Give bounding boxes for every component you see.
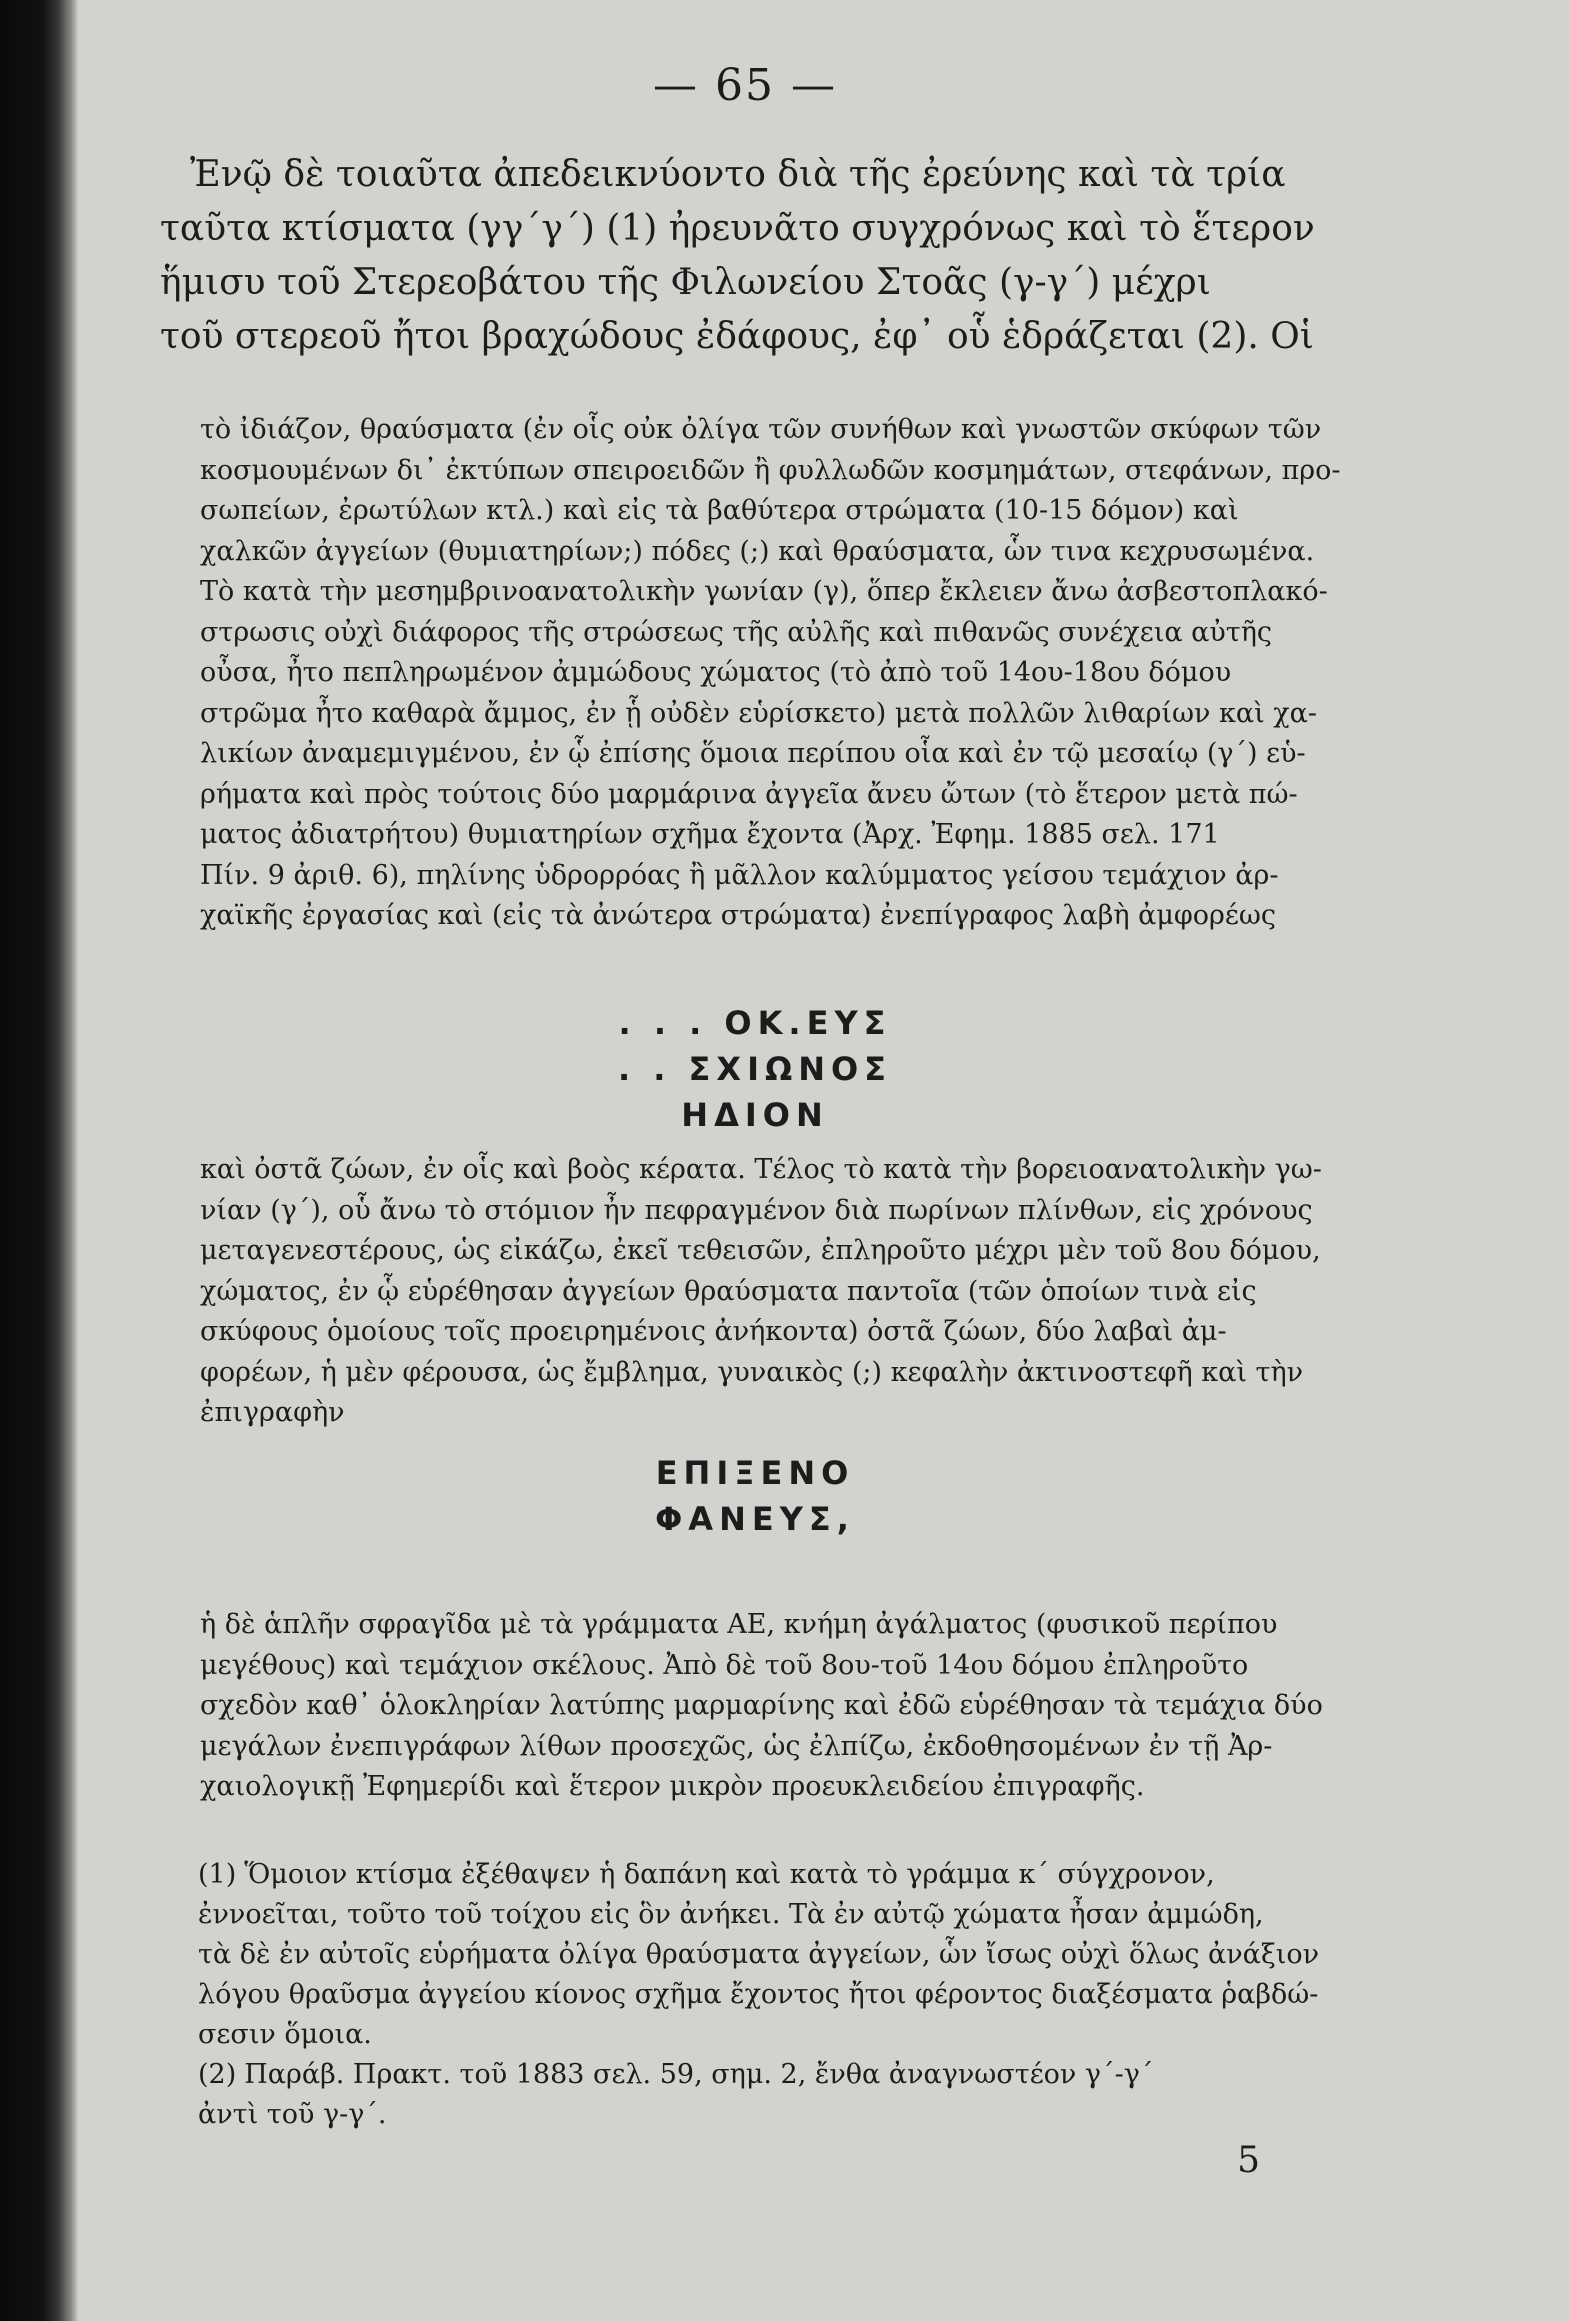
inscription-line: ΕΠΙΞΕΝΟ [655,1454,855,1492]
footnotes [198,1855,1320,2135]
text-line: σκύφους ὁμοίους τοῖς προειρημένοις ἀνήκοντα) ὀστᾶ ζώων, δύο λαβαὶ ἀμ- [200,1316,1227,1347]
text-line: νίαν (γ΄), οὗ ἄνω τὸ στόμιον ἦν πεφραγμένον διὰ πωρίνων πλίνθων, εἰς χρόνους [200,1194,1313,1226]
text-line: φορέων, ἡ μὲν φέρουσα, ὡς ἔμβλημα, γυναικὸς (;) κεφαλὴν ἀκτινοστεφῆ καὶ τὴν [200,1356,1304,1388]
text-line: μεγάλων ἐνεπιγράφων λίθων προσεχῶς, ὡς ἐλπίζω, ἐκδοθησομένων ἐν τῇ Ἀρ- [200,1730,1273,1762]
paragraph-1 [160,148,1315,364]
text-line: σχεδὸν καθ᾽ ὁλοκληρίαν λατύπης μαρμαρίνης καὶ ἐδῶ εὑρέθησαν τὰ τεμάχια δύο [200,1690,1323,1721]
inscription-block-1 [190,1000,1320,1138]
footnote-text: Ὅμοιον κτίσμα ἐξέθαψεν ἡ δαπάνη καὶ κατὰ τὸ γράμμα κ΄ σύγχρονον, [244,1859,1215,1890]
text-line: χαλκῶν ἀγγείων (θυμιατηρίων;) πόδες (;) καὶ θραύσματα, ὧν τινα κεχρυσωμένα. [200,535,1315,567]
text-line: κοσμουμένων δι᾽ ἐκτύπων σπειροειδῶν ἢ φυλλωδῶν κοσμημάτων, στεφάνων, προ- [200,454,1341,486]
footnote-line: ἀντὶ τοῦ γ-γ΄. [198,2099,387,2130]
footnote-1 [198,1855,1320,2055]
text-line: μεγέθους) καὶ τεμάχιον σκέλους. Ἀπὸ δὲ τοῦ 8ου-τοῦ 14ου δόμου ἐπληροῦτο [200,1649,1249,1681]
text-line: ρήματα καὶ πρὸς τούτοις δύο μαρμάρινα ἀγγεῖα ἄνευ ὤτων (τὸ ἕτερον μετὰ πώ- [200,778,1298,810]
page-number: — 65 — [653,60,837,111]
text-line: τὸ ἰδιάζον, θραύσματα (ἐν οἷς οὐκ ὀλίγα τῶν συνήθων καὶ γνωστῶν σκύφων τῶν [200,414,1322,445]
text-line: τοῦ στερεοῦ ἤτοι βραχώδους ἐδάφους, ἐφ᾽ οὗ ἑδράζεται (2). Οἱ [160,316,1314,357]
footnote-line: σεσιν ὅμοια. [198,2019,372,2050]
footnote-line: τὰ δὲ ἐν αὐτοῖς εὑρήματα ὀλίγα θραύσματα ἀγγείων, ὧν ἴσως οὐχὶ ὅλως ἀνάξιον [198,1939,1320,1970]
footnote-mark: (1) [198,1859,237,1890]
text-line: Ἐνῷ δὲ τοιαῦτα ἀπεδεικνύοντο διὰ τῆς ἐρεύνης καὶ τὰ τρία [190,154,1286,195]
text-line: χώματος, ἐν ᾧ εὑρέθησαν ἀγγείων θραύσματα παντοῖα (τῶν ὁποίων τινὰ εἰς [200,1275,1257,1307]
text-line: σωπείων, ἐρωτύλων κτλ.) καὶ εἰς τὰ βαθύτερα στρώματα (10-15 δόμον) καὶ [200,495,1239,526]
text-line: ἐπιγραφὴν [200,1397,345,1428]
text-line: καὶ ὀστᾶ ζώων, ἐν οἷς καὶ βοὸς κέρατα. Τέλος τὸ κατὰ τὴν βορειοανατολικὴν γω- [200,1154,1322,1185]
text-line: λικίων ἀναμεμιγμένου, ἐν ᾧ ἐπίσης ὅμοια περίπου οἷα καὶ ἐν τῷ μεσαίῳ (γ΄) εὑ- [200,738,1306,769]
paragraph-2 [200,410,1341,937]
text-line: μεταγενεστέρους, ὡς εἰκάζω, ἐκεῖ τεθεισῶν, ἐπληροῦτο μέχρι μὲν τοῦ 8ου δόμου, [200,1235,1321,1266]
inscription-line: ΦΑΝΕΥΣ, [655,1500,855,1538]
text-line: ταῦτα κτίσματα (γγ΄γ΄) (1) ἠρευνᾶτο συγχρόνως καὶ τὸ ἕτερον [160,208,1315,249]
footnote-line: λόγου θραῦσμα ἀγγείου κίονος σχῆμα ἔχοντος ἤτοι φέροντος διαξέσματα ῥαβδώ- [198,1979,1319,2010]
text-line: ἥμισυ τοῦ Στερεοβάτου τῆς Φιλωνείου Στοᾶς (γ-γ΄) μέχρι [160,262,1211,303]
inscription-block-2 [190,1450,1320,1542]
footnote-text: Παράβ. Πρακτ. τοῦ 1883 σελ. 59, σημ. 2, ἔνθα ἀναγνωστέον γ΄-γ΄ [244,2059,1154,2090]
footnote-mark: (2) [198,2059,237,2090]
paragraph-3 [200,1150,1322,1434]
footnote-2 [198,2055,1308,2135]
signature-mark: 5 [1237,2140,1260,2181]
text-line: ματος ἀδιατρήτου) θυμιατηρίων σχῆμα ἔχοντα (Ἀρχ. Ἐφημ. 1885 σελ. 171 [200,819,1220,850]
text-line: ἡ δὲ ἁπλῆν σφραγῖδα μὲ τὰ γράμματα ΑΕ, κνήμη ἀγάλματος (φυσικοῦ περίπου [200,1609,1278,1640]
inscription-line: ΗΔΙΟΝ [681,1096,829,1134]
inscription-line: . . . ΟΚ.ΕΥΣ [618,1004,892,1042]
footnote-line [198,1855,1308,1895]
footnote-line: ἐννοεῖται, τοῦτο τοῦ τοίχου εἰς ὃν ἀνήκει. Τὰ ἐν αὐτῷ χώματα ἦσαν ἀμμώδη, [198,1899,1264,1930]
book-spine-shadow [0,0,78,2321]
paragraph-4 [200,1605,1323,1808]
inscription-line: . . ΣΧΙΩΝΟΣ [617,1050,893,1088]
text-line: στρωσις οὐχὶ διάφορος τῆς στρώσεως τῆς αὐλῆς καὶ πιθανῶς συνέχεια αὐτῆς [200,616,1273,648]
text-line: οὖσα, ἦτο πεπληρωμένον ἀμμώδους χώματος (τὸ ἀπὸ τοῦ 14ου-18ου δόμου [200,657,1232,688]
text-line: Πίν. 9 ἀριθ. 6), πηλίνης ὑδρορρόας ἢ μᾶλλον καλύμματος γείσου τεμάχιον ἀρ- [200,859,1279,891]
text-line: χαϊκῆς ἐργασίας καὶ (εἰς τὰ ἀνώτερα στρώματα) ἐνεπίγραφος λαβὴ ἀμφορέως [200,900,1277,931]
text-line: Τὸ κατὰ τὴν μεσημβρινοανατολικὴν γωνίαν (γ), ὅπερ ἔκλειεν ἄνω ἀσβεστοπλακό- [200,576,1328,607]
text-line: χαιολογικῇ Ἐφημερίδι καὶ ἕτερον μικρὸν προευκλειδείου ἐπιγραφῆς. [200,1771,1145,1802]
footnote-line [198,2055,1308,2095]
text-line: στρῶμα ἦτο καθαρὰ ἄμμος, ἐν ᾗ οὐδὲν εὑρίσκετο) μετὰ πολλῶν λιθαρίων καὶ χα- [200,697,1318,729]
book-page [160,60,1341,2260]
